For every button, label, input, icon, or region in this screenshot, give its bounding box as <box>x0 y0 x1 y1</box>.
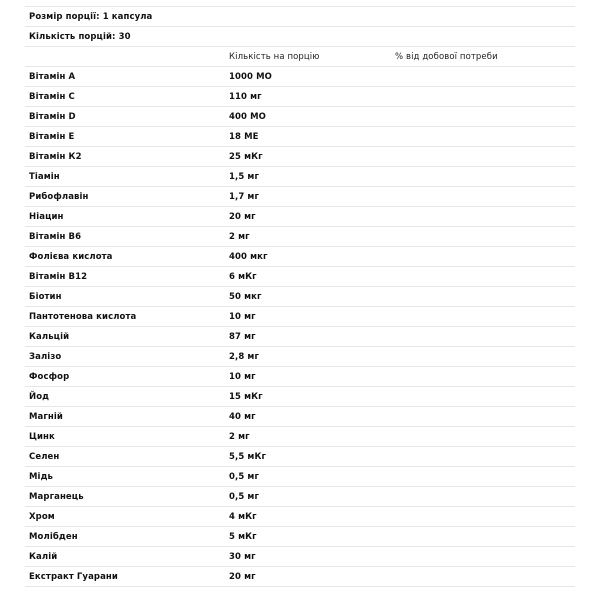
nutrient-amount: 4 мКг <box>229 511 257 522</box>
serving-size-row <box>25 6 575 26</box>
nutrient-name: Хром <box>29 511 55 522</box>
table-row <box>25 86 575 106</box>
nutrient-name: Вітамін С <box>29 91 75 102</box>
table-row <box>25 446 575 466</box>
nutrient-name: Молібден <box>29 531 78 542</box>
header-daily-value: % від добової потреби <box>395 51 498 62</box>
nutrient-name: Магній <box>29 411 63 422</box>
nutrient-amount: 18 МЕ <box>229 131 259 142</box>
nutrient-amount: 40 мг <box>229 411 256 422</box>
nutrient-name: Екстракт Гуарани <box>29 571 118 582</box>
nutrient-amount: 110 мг <box>229 91 262 102</box>
table-row <box>25 386 575 406</box>
nutrient-amount: 0,5 мг <box>229 491 260 502</box>
table-row <box>25 146 575 166</box>
nutrient-name: Рибофлавін <box>29 191 89 202</box>
table-row <box>25 186 575 206</box>
nutrient-name: Вітамін В6 <box>29 231 82 242</box>
nutrient-amount: 5,5 мКг <box>229 451 267 462</box>
nutrient-name: Вітамін К2 <box>29 151 82 162</box>
servings-count-row <box>25 26 575 46</box>
nutrient-amount: 10 мг <box>229 371 256 382</box>
nutrient-amount: 0,5 мг <box>229 471 260 482</box>
nutrient-rows <box>25 66 575 587</box>
table-row <box>25 466 575 486</box>
nutrient-name: Пантотенова кислота <box>29 311 137 322</box>
supplement-facts-table <box>25 6 575 587</box>
table-row <box>25 326 575 346</box>
table-row <box>25 286 575 306</box>
nutrient-amount: 6 мКг <box>229 271 257 282</box>
nutrient-amount: 2 мг <box>229 431 250 442</box>
nutrient-name: Вітамін Е <box>29 131 75 142</box>
table-row <box>25 366 575 386</box>
table-row <box>25 566 575 587</box>
serving-size-label: Розмір порції: 1 капсула <box>29 11 153 22</box>
nutrient-amount: 20 мг <box>229 211 256 222</box>
nutrient-amount: 30 мг <box>229 551 256 562</box>
nutrient-amount: 400 МО <box>229 111 266 122</box>
nutrient-name: Цинк <box>29 431 55 442</box>
table-row <box>25 266 575 286</box>
table-row <box>25 406 575 426</box>
nutrient-name: Мідь <box>29 471 54 482</box>
table-row <box>25 546 575 566</box>
table-row <box>25 66 575 86</box>
table-row <box>25 126 575 146</box>
nutrient-name: Кальцій <box>29 331 70 342</box>
table-row <box>25 166 575 186</box>
nutrient-name: Калій <box>29 551 58 562</box>
table-row <box>25 226 575 246</box>
nutrient-name: Фолієва кислота <box>29 251 113 262</box>
servings-count-label: Кількість порцій: 30 <box>29 31 131 42</box>
nutrient-name: Вітамін D <box>29 111 76 122</box>
nutrient-amount: 2,8 мг <box>229 351 260 362</box>
table-row <box>25 346 575 366</box>
table-row <box>25 246 575 266</box>
nutrient-amount: 25 мКг <box>229 151 263 162</box>
table-row <box>25 426 575 446</box>
nutrient-amount: 400 мкг <box>229 251 268 262</box>
nutrient-amount: 87 мг <box>229 331 256 342</box>
nutrient-name: Залізо <box>29 351 62 362</box>
nutrient-amount: 15 мКг <box>229 391 263 402</box>
nutrient-amount: 1,5 мг <box>229 171 260 182</box>
nutrient-name: Марганець <box>29 491 84 502</box>
table-row <box>25 206 575 226</box>
table-row <box>25 526 575 546</box>
nutrient-amount: 5 мКг <box>229 531 257 542</box>
nutrient-name: Вітамін В12 <box>29 271 88 282</box>
nutrient-name: Йод <box>29 391 50 402</box>
table-header-row <box>25 46 575 66</box>
nutrient-name: Біотин <box>29 291 62 302</box>
nutrient-name: Вітамін А <box>29 71 76 82</box>
nutrient-amount: 1,7 мг <box>229 191 260 202</box>
table-row <box>25 486 575 506</box>
nutrient-name: Селен <box>29 451 60 462</box>
nutrient-amount: 2 мг <box>229 231 250 242</box>
table-row <box>25 306 575 326</box>
nutrient-name: Тіамін <box>29 171 60 182</box>
header-amount: Кількість на порцію <box>229 51 320 62</box>
table-row <box>25 506 575 526</box>
nutrient-amount: 10 мг <box>229 311 256 322</box>
nutrient-name: Фосфор <box>29 371 70 382</box>
table-row <box>25 106 575 126</box>
nutrient-amount: 50 мкг <box>229 291 262 302</box>
nutrient-amount: 20 мг <box>229 571 256 582</box>
nutrient-amount: 1000 МО <box>229 71 273 82</box>
nutrient-name: Ніацин <box>29 211 64 222</box>
